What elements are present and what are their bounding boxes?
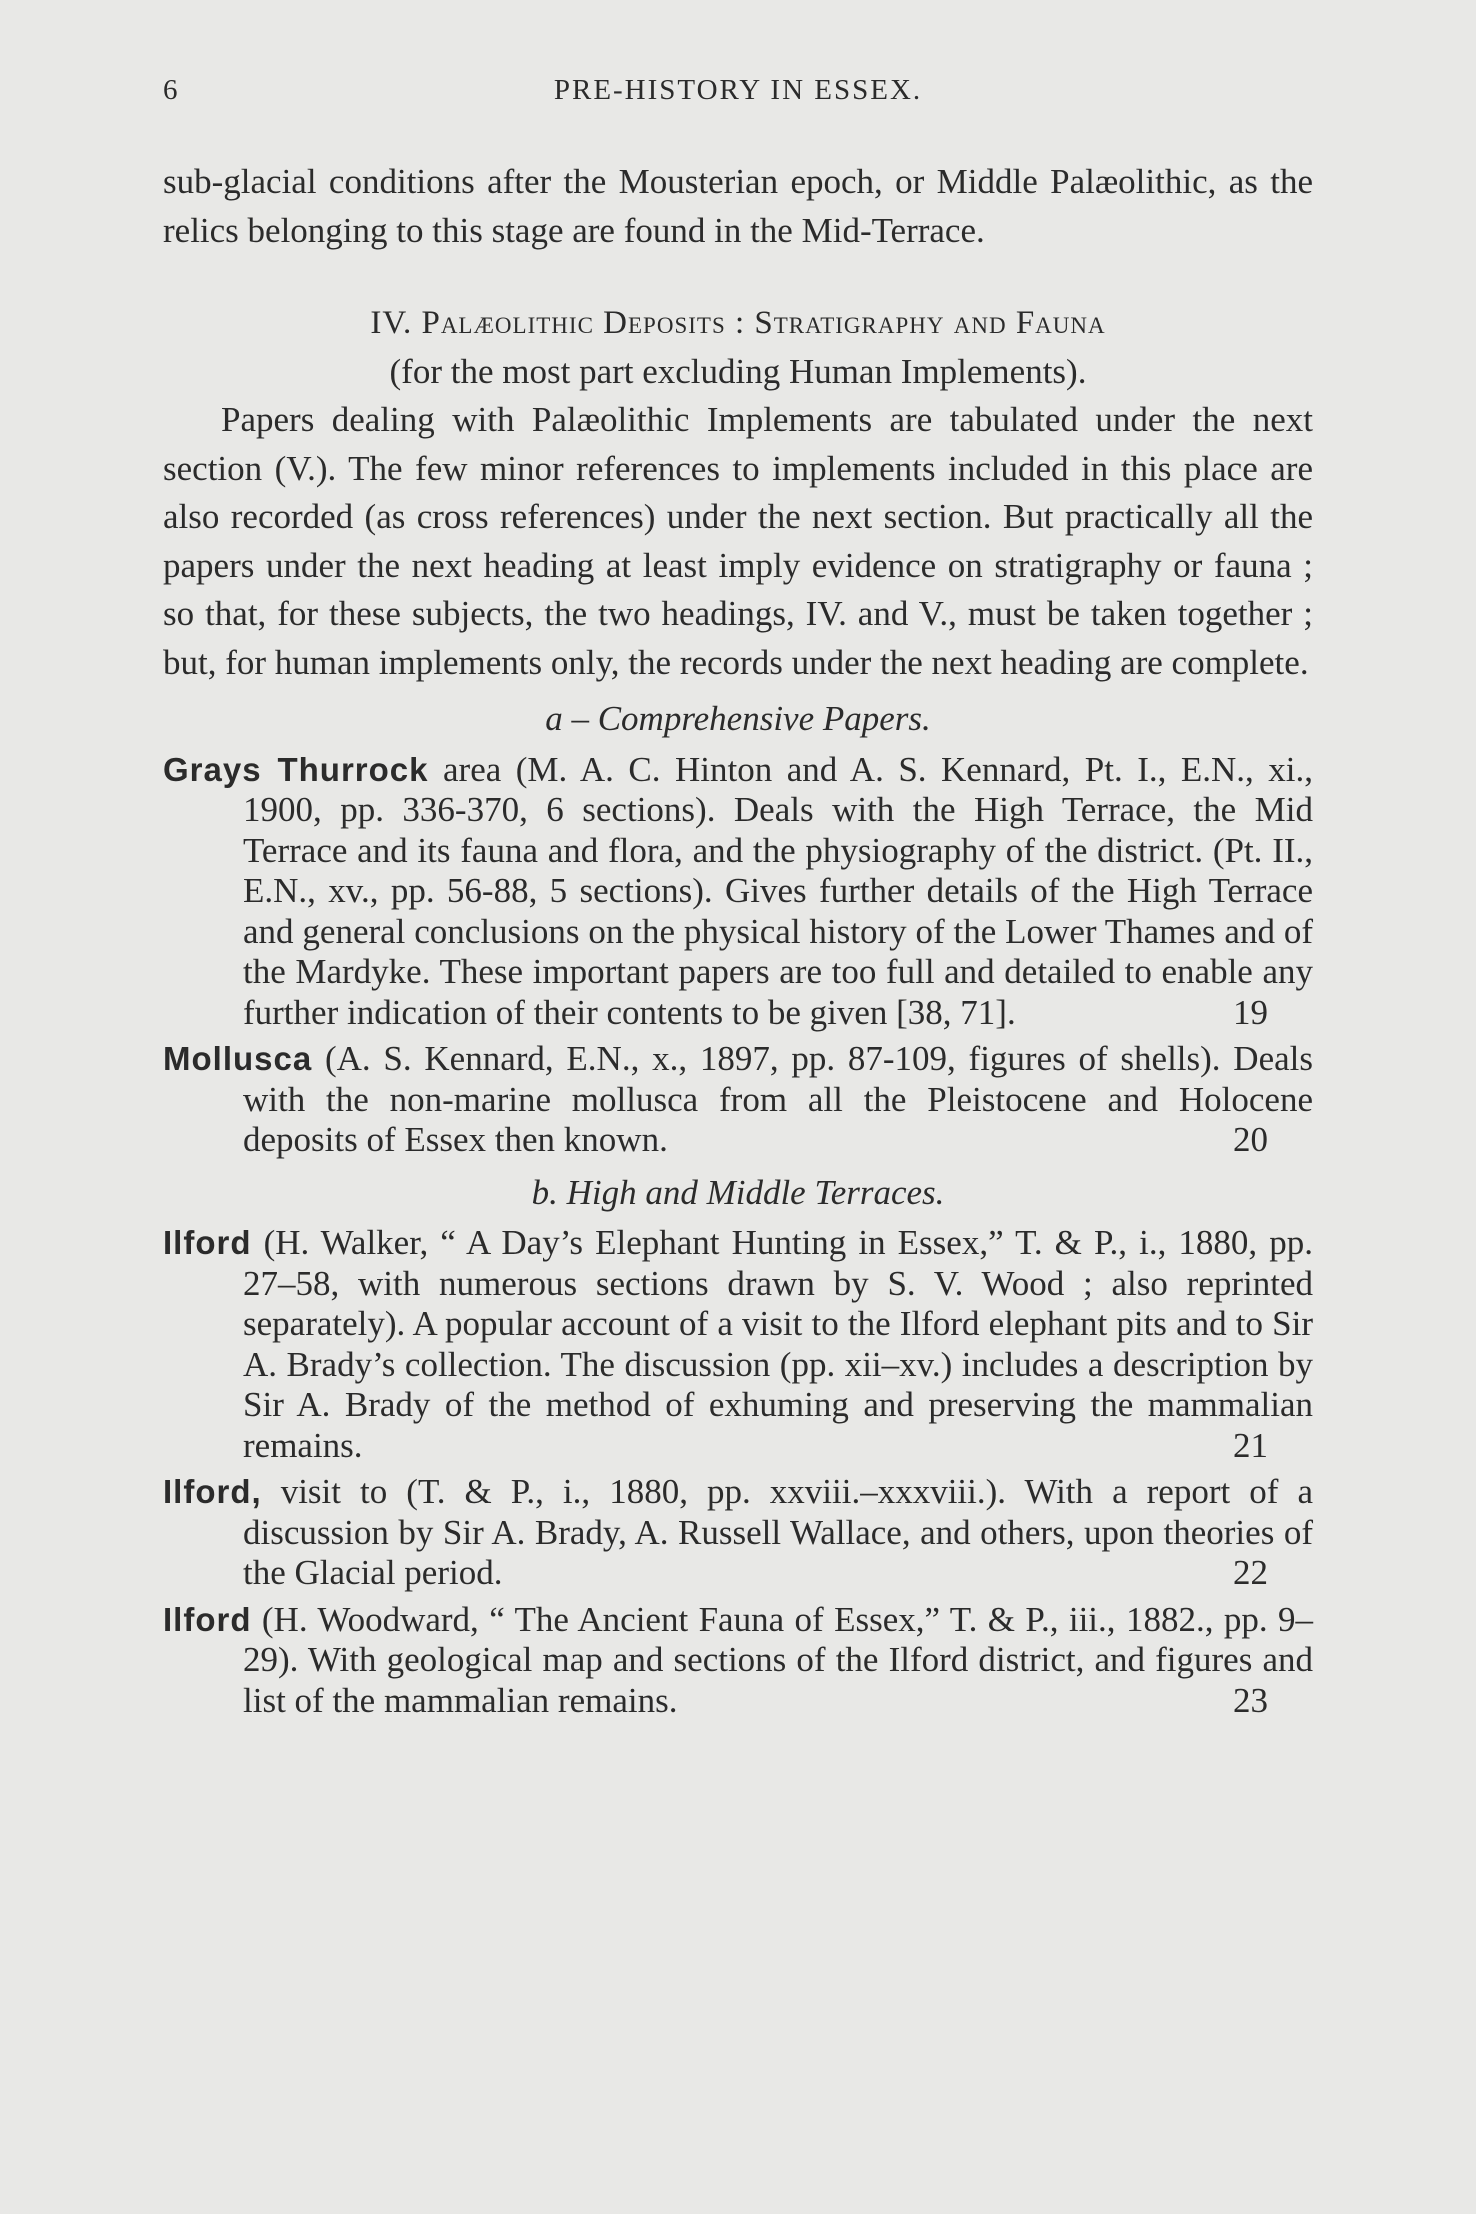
entry-keyword: Ilford	[163, 1224, 252, 1261]
page-number: 6	[163, 74, 178, 106]
entry-text: (H. Woodward, “ The Ancient Fauna of Essex,” T. & P., iii., 1882., pp. 9–29). With geological map and sections of the Ilford district, and figures and list of the mammalian remains.	[243, 1599, 1314, 1720]
entry-keyword: Ilford,	[163, 1473, 262, 1510]
entry-keyword: Grays Thurrock	[163, 750, 429, 788]
entry-text: area (M. A. C. Hinton and A. S. Kennard, Pt. I., E.N., xi., 1900, pp. 336-370, 6 sections). Deals with the High Terrace, the Mid Terrace and its fauna and flora, and the physiography of the district. (Pt. II., E.N., xv., pp. 56-88, 5 sections). Gives further details of the High Terrace and general conclusions on the physical history of the Lower Thames and of the Mardyke. These important papers are too full and detailed to enable any further indication of their contents to be given [38, 71].	[243, 749, 1313, 1032]
section-numeral: IV.	[370, 305, 413, 341]
entry-keyword: Mollusca	[163, 1040, 313, 1077]
section-subtitle: (for the most part excluding Human Implements).	[389, 351, 1087, 391]
entry-keyword: Ilford	[163, 1600, 252, 1638]
section-title: Palæolithic Deposits : Stratigraphy and Fauna	[421, 305, 1106, 341]
page-body	[163, 158, 1313, 1721]
section-heading	[163, 299, 1313, 396]
entry-text: visit to (T. & P., i., 1880, pp. xxviii.–xxxviii.). With a report of a discussion by Sir A. Brady, A. Russell Wallace, and others, upon theories of the Glacial period.	[243, 1472, 1314, 1592]
intro-paragraph: sub-glacial conditions after the Mousterian epoch, or Middle Palæolithic, as the relics belonging to this stage are found in the Mid-Terrace.	[163, 162, 1313, 250]
entry-20: Mollusca (A. S. Kennard, E.N., x., 1897, pp. 87-109, figures of shells). Deals with the non-marine mollusca from all the Pleistocene and Holocene deposits of Essex then known. 20	[163, 1039, 1313, 1159]
running-title: PRE-HISTORY IN ESSEX.	[553, 74, 923, 106]
entry-text: (H. Walker, “ A Day’s Elephant Hunting in Essex,” T. & P., i., 1880, pp. 27–58, with numerous sections drawn by S. V. Wood ; also reprinted separately). A popular account of a visit to the Ilford elephant pits and to Sir A. Brady’s collection. The discussion (pp. xii–xv.) includes a description by Sir A. Brady of the method of exhuming and preserving the mammalian remains.	[243, 1223, 1313, 1465]
entry-19: Grays Thurrock area (M. A. C. Hinton and A. S. Kennard, Pt. I., E.N., xi., 1900, pp. 336-370, 6 sections). Deals with the High Terrace, the Mid Terrace and its fauna and flora, and the physiography of the district. (Pt. II., E.N., xv., pp. 56-88, 5 sections). Gives further details of the High Terrace and general conclusions on the physical history of the Lower Thames and of the Mardyke. These important papers are too full and detailed to enable any further indication of their contents to be given [38, 71]. 19	[163, 749, 1313, 1032]
entry-text: (A. S. Kennard, E.N., x., 1897, pp. 87-109, figures of shells). Deals with the non-marine mollusca from all the Pleistocene and Holocene deposits of Essex then known.	[243, 1039, 1313, 1159]
entry-23: Ilford (H. Woodward, “ The Ancient Fauna of Essex,” T. & P., iii., 1882., pp. 9–29). With geological map and sections of the Ilford district, and figures and list of the mammalian remains. 23	[163, 1599, 1314, 1720]
section-paragraph: Papers dealing with Palæolithic Implements are tabulated under the next section (V.). The few minor references to implements included in this place are also recorded (as cross references) under the next section. But practically all the papers under the next heading at least imply evidence on stratigraphy or fauna ; so that, for these subjects, the two headings, IV. and V., must be taken together ; but, for human implements only, the records under the next heading are complete.	[163, 400, 1313, 682]
entry-21: Ilford (H. Walker, “ A Day’s Elephant Hunting in Essex,” T. & P., i., 1880, pp. 27–58, with numerous sections drawn by S. V. Wood ; also reprinted separately). A popular account of a visit to the Ilford elephant pits and to Sir A. Brady’s collection. The discussion (pp. xii–xv.) includes a description by Sir A. Brady of the method of exhuming and preserving the mammalian remains. 21	[163, 1223, 1313, 1465]
page-header	[163, 74, 1313, 124]
subsection-heading-b: b. High and Middle Terraces.	[531, 1172, 945, 1212]
entry-22: Ilford, visit to (T. & P., i., 1880, pp. xxviii.–xxxviii.). With a report of a discussion by Sir A. Brady, A. Russell Wallace, and others, upon theories of the Glacial period. 22	[163, 1472, 1314, 1592]
subsection-heading-a: a – Comprehensive Papers.	[545, 699, 931, 738]
